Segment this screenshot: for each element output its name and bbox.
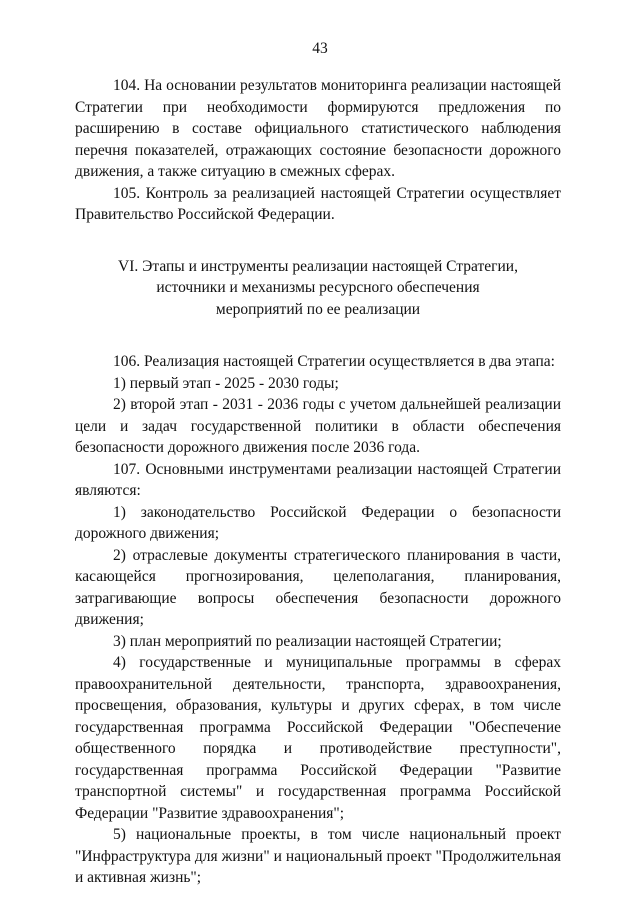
section-heading <box>95 256 541 321</box>
paragraph-107: 107. Основными инструментами реализации настоящей Стратегии являются: <box>75 460 561 499</box>
list-item-instrument-4: 4) государственные и муниципальные программы в сферах правоохранительной деятельности, транспорта, здравоохранения, просвещения, образования, культуры и других сферах, в том числе государственная программа Российской Федерации "Обеспечение общественного порядка и противодействие преступности", государственная программа Российской Федерации "Развитие транспортной системы" и государственная программа Российской Федерации "Развитие здравоохранения"; <box>75 654 561 822</box>
section-heading-line-1: VI. Этапы и инструменты реализации настоящей Стратегии, <box>118 257 518 275</box>
section-heading-line-2: источники и механизмы ресурсного обеспечения <box>156 279 480 296</box>
list-item-instrument-2: 2) отраслевые документы стратегического планирования в части, касающейся прогнозирования, целеполагания, планирования, затрагивающие вопросы обеспечения безопасности дорожного движения; <box>75 546 561 628</box>
list-item-instrument-3: 3) план мероприятий по реализации настоящей Стратегии; <box>113 632 502 650</box>
list-item-stage-1: 1) первый этап - 2025 - 2030 годы; <box>113 374 339 392</box>
paragraph-106: 106. Реализация настоящей Стратегии осуществляется в два этапа: <box>113 353 555 370</box>
page-content <box>75 75 561 889</box>
paragraph-105: 105. Контроль за реализацией настоящей Стратегии осуществляет Правительство Российской Федерации. <box>75 184 561 223</box>
page-number: 43 <box>312 40 328 57</box>
paragraph-104: 104. На основании результатов мониторинга реализации настоящей Стратегии при необходимости формируются предложения по расширению в составе официального статистического наблюдения перечня показателей, отражающих состояние безопасности дорожного движения, а также ситуацию в смежных сферах. <box>75 77 561 180</box>
list-item-instrument-5: 5) национальные проекты, в том числе национальный проект "Инфраструктура для жизни" и национальный проект "Продолжительная и активная жизнь"; <box>75 826 561 886</box>
section-heading-line-3: мероприятий по ее реализации <box>215 300 421 318</box>
list-item-stage-2: 2) второй этап - 2031 - 2036 годы с учетом дальнейшей реализации цели и задач государственной политики в области обеспечения безопасности дорожного движения после 2036 года. <box>75 396 561 456</box>
list-item-instrument-1: 1) законодательство Российской Федерации о безопасности дорожного движения; <box>75 503 561 542</box>
